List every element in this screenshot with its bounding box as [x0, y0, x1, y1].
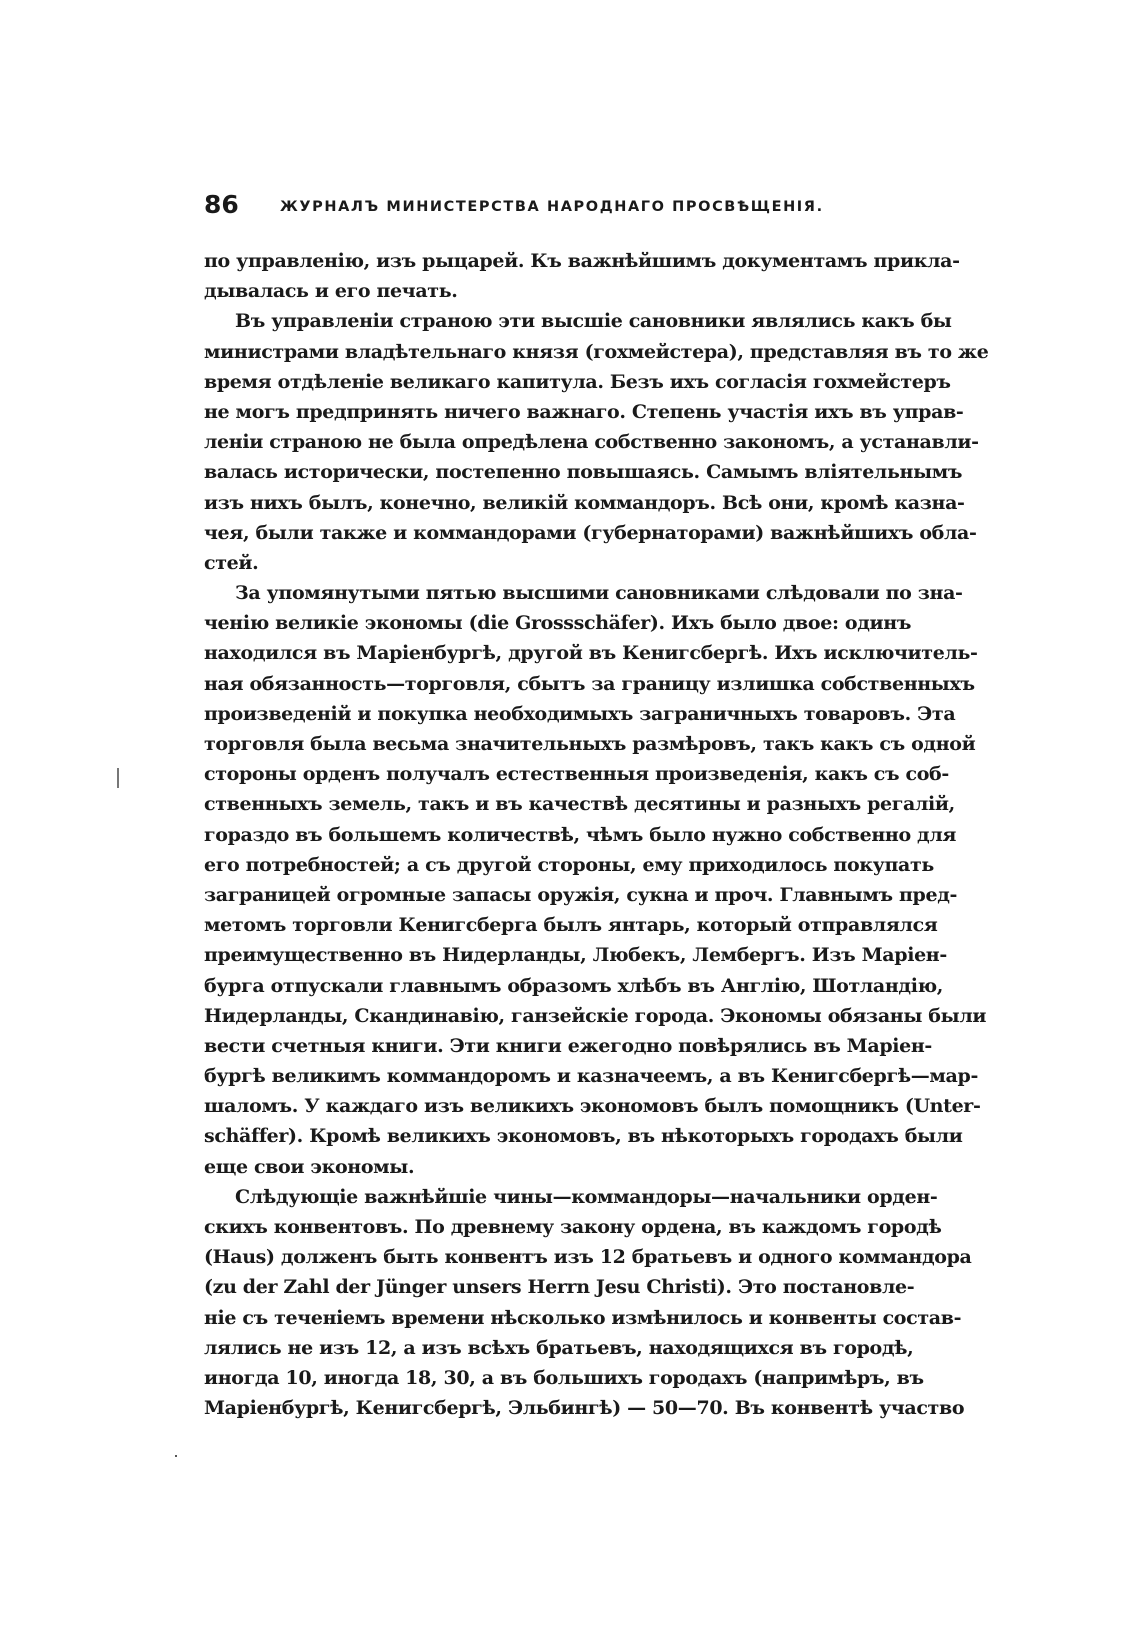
text-line: вести счетныя книги. Эти книги ежегодно повѣрялись въ Маріен-	[204, 1034, 932, 1057]
body-text	[204, 246, 989, 1423]
text-line: изъ нихъ былъ, конечно, великій коммандоръ. Всѣ они, кромѣ казна-	[204, 491, 965, 514]
text-line: не могъ предпринять ничего важнаго. Степень участія ихъ въ управ-	[204, 400, 964, 423]
text-line: время отдѣленіе великаго капитула. Безъ ихъ согласія гохмейстеръ	[204, 370, 951, 393]
text-line: по управленію, изъ рыцарей. Къ важнѣйшимъ документамъ прикла-	[204, 250, 960, 272]
scan-dust-mark	[175, 1455, 177, 1457]
text-line: За упомянутыми пятью высшими сановниками слѣдовали по зна-	[235, 582, 963, 605]
text-line: (Haus) долженъ быть конвентъ изъ 12 братьевъ и одного коммандора	[204, 1246, 972, 1269]
text-line: Въ управленіи страною эти высшіе сановники являлись какъ бы	[235, 310, 952, 333]
text-line: Маріенбургѣ, Кенигсбергѣ, Эльбингѣ) — 50—70. Въ конвентѣ участво	[204, 1397, 965, 1420]
paragraph-3	[204, 578, 987, 1182]
text-line: министрами владѣтельнаго князя (гохмейстера), представляя въ то же	[204, 340, 989, 363]
text-line: schäffer). Кромѣ великихъ экономовъ, въ нѣкоторыхъ городахъ были	[204, 1125, 963, 1148]
text-line: скихъ конвентовъ. По древнему закону ордена, въ каждомъ городѣ	[204, 1216, 942, 1238]
text-line: преимущественно въ Нидерланды, Любекъ, Лембергъ. Изъ Маріен-	[204, 944, 947, 967]
running-title: ЖУРНАЛЪ МИНИСТЕРСТВА НАРОДНАГО ПРОСВѢЩЕНІЯ.	[280, 199, 824, 215]
paragraph-2	[204, 306, 989, 578]
text-line: валась исторически, постепенно повышаясь. Самымъ вліятельнымъ	[204, 461, 963, 484]
text-line: ніе съ теченіемъ времени нѣсколько измѣнилось и конвенты состав-	[204, 1306, 962, 1329]
text-line: находился въ Маріенбургѣ, другой въ Кенигсбергѣ. Ихъ исключитель-	[204, 642, 978, 665]
text-line: метомъ торговли Кенигсберга былъ янтарь, который отправлялся	[204, 914, 938, 937]
text-line: шаломъ. У каждаго изъ великихъ экономовъ былъ помощникъ (Unter-	[204, 1095, 981, 1118]
text-line: ственныхъ земель, такъ и въ качествѣ десятины и разныхъ регалій,	[204, 793, 955, 816]
text-line: гораздо въ большемъ количествѣ, чѣмъ было нужно собственно для	[204, 823, 957, 846]
text-line: чея, были также и коммандорами (губернаторами) важнѣйшихъ обла-	[204, 521, 977, 544]
text-line: его потребностей; а съ другой стороны, ему приходилось покупать	[204, 853, 934, 876]
page-number: 86	[204, 190, 239, 219]
text-line: Слѣдующіе важнѣйшіе чины—коммандоры—начальники орден-	[235, 1185, 938, 1208]
text-line: заграницей огромные запасы оружія, сукна и проч. Главнымъ пред-	[204, 883, 958, 906]
text-line: торговля была весьма значительныхъ размѣровъ, такъ какъ съ одной	[204, 733, 976, 755]
page-header	[204, 190, 910, 230]
text-line: леніи страною не была опредѣлена собственно закономъ, а устанавли-	[204, 431, 979, 454]
text-line: произведеній и покупка необходимыхъ заграничныхъ товаровъ. Эта	[204, 702, 956, 725]
text-line: ченію великіе экономы (die Grossschäfer). Ихъ было двое: одинъ	[204, 612, 912, 635]
text-line: лялись не изъ 12, а изъ всѣхъ братьевъ, находящихся въ городѣ,	[204, 1336, 914, 1359]
text-line: дывалась и его печать.	[204, 280, 458, 303]
text-line: бургѣ великимъ коммандоромъ и казначеемъ, а въ Кенигсбергѣ—мар-	[204, 1065, 978, 1088]
paragraph-4	[204, 1182, 972, 1424]
text-line: стороны орденъ получалъ естественныя произведенія, какъ съ соб-	[204, 763, 949, 786]
text-line: ная обязанность—торговля, сбытъ за границу излишка собственныхъ	[204, 672, 975, 695]
text-line: Нидерланды, Скандинавію, ганзейскіе города. Экономы обязаны были	[204, 1004, 987, 1027]
text-line: иногда 10, иногда 18, 30, а въ большихъ городахъ (напримѣръ, въ	[204, 1366, 924, 1389]
text-line: стей.	[204, 551, 259, 574]
text-line: еще свои экономы.	[204, 1155, 415, 1178]
scan-margin-mark	[117, 768, 119, 788]
text-line: (zu der Zahl der Jünger unsers Herrn Jesu Christi). Это постановле-	[204, 1276, 915, 1299]
paragraph-1	[204, 246, 960, 306]
text-line: бурга отпускали главнымъ образомъ хлѣбъ въ Англію, Шотландію,	[204, 974, 944, 997]
